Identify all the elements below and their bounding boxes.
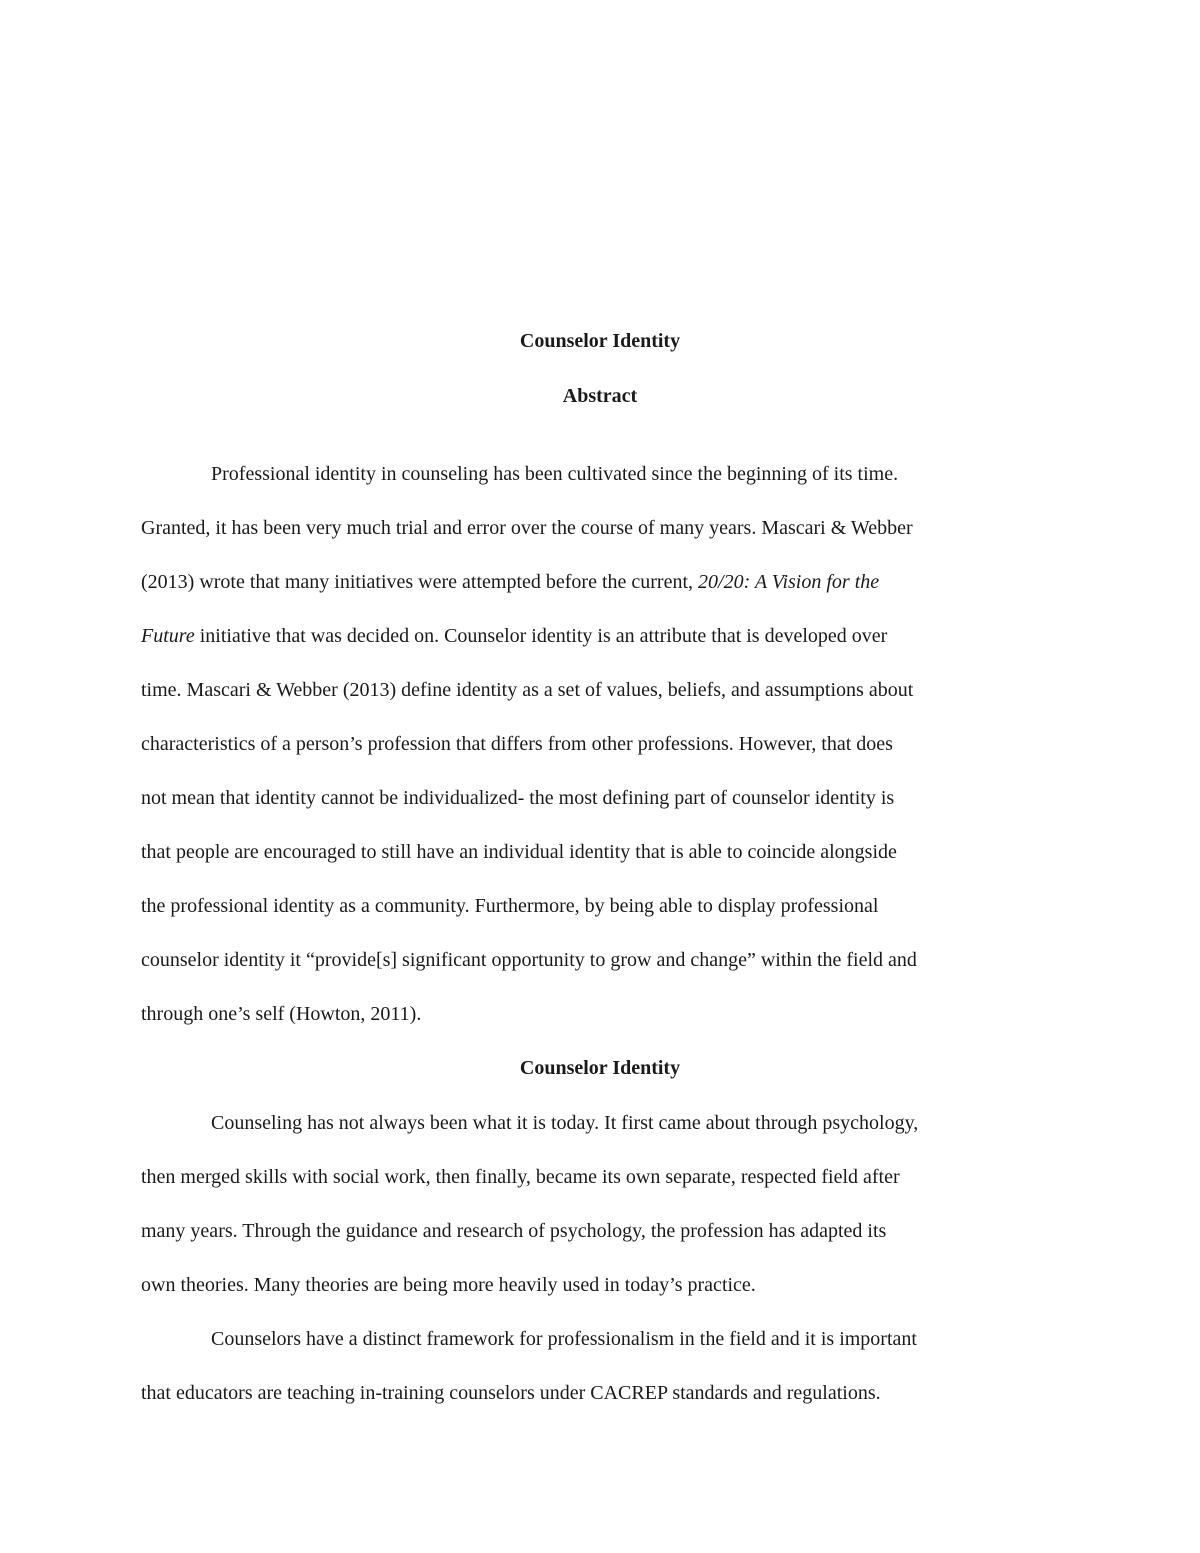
body-line-2: then merged skills with social work, then finally, became its own separate, respected field after [141,1166,900,1188]
abstract-line-11: through one’s self (Howton, 2011). [141,1003,422,1025]
abstract-line-5: time. Mascari & Webber (2013) define identity as a set of values, beliefs, and assumptions about [141,679,914,701]
abstract-line-1: Professional identity in counseling has been cultivated since the beginning of its time. [211,463,899,485]
body-line-5: Counselors have a distinct framework for professionalism in the field and it is important [211,1328,917,1350]
abstract-line-8: that people are encouraged to still have an individual identity that is able to coincide alongside [141,841,897,863]
initiative-title-italic-cont: Future [141,625,195,647]
abstract-line-9: the professional identity as a community. Furthermore, by being able to display professional [141,895,879,917]
abstract-line-4-text: initiative that was decided on. Counselor identity is an attribute that is developed over [194,625,888,647]
document-title: Counselor Identity [519,330,681,352]
abstract-line-6: characteristics of a person’s profession that differs from other professions. However, that does [141,733,893,755]
abstract-heading: Abstract [562,385,638,407]
section-heading: Counselor Identity [519,1057,681,1079]
body-line-4: own theories. Many theories are being more heavily used in today’s practice. [141,1274,756,1296]
abstract-line-3 [141,570,879,594]
abstract-line-10: counselor identity it “provide[s] significant opportunity to grow and change” within the field and [141,949,917,971]
body-line-1: Counseling has not always been what it is today. It first came about through psychology, [211,1112,919,1134]
body-line-6: that educators are teaching in-training counselors under CACREP standards and regulations. [141,1382,881,1404]
abstract-line-4 [141,624,887,648]
abstract-line-3-text: (2013) wrote that many initiatives were attempted before the current, [141,571,699,593]
body-line-3: many years. Through the guidance and research of psychology, the profession has adapted its [141,1220,887,1242]
abstract-line-7: not mean that identity cannot be individualized- the most defining part of counselor identity is [141,787,895,809]
abstract-line-2: Granted, it has been very much trial and error over the course of many years. Mascari & Webber [141,517,913,539]
initiative-title-italic: 20/20: A Vision for the [698,571,880,593]
